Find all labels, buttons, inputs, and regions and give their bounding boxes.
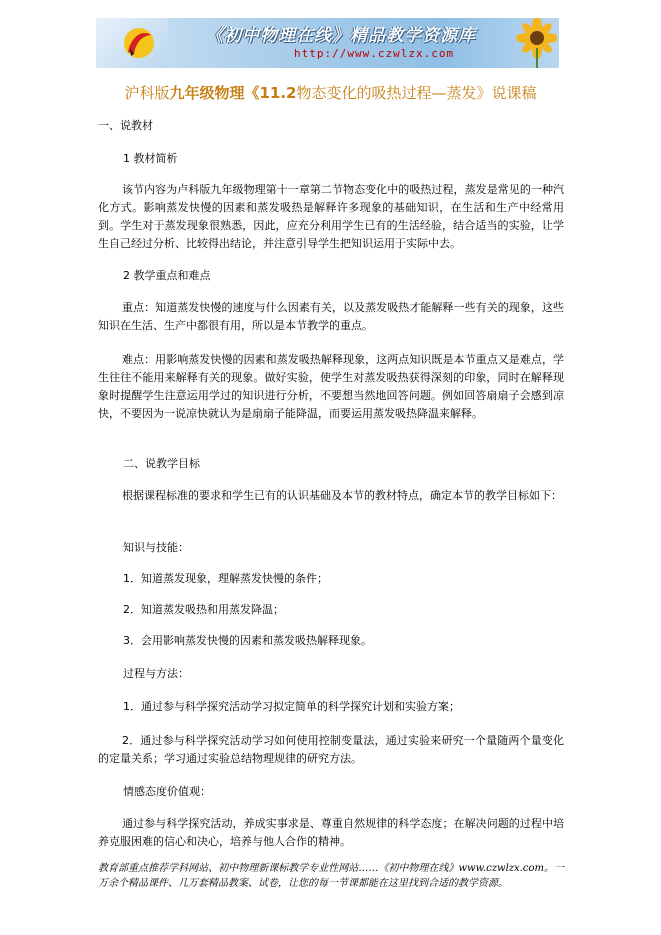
banner-url[interactable]: http://www.czwlzx.com xyxy=(294,47,455,60)
document-title xyxy=(0,82,661,103)
section-2-intro: 根据课程标准的要求和学生已有的认识基础及本节的教材特点，确定本节的教学目标如下： xyxy=(122,489,562,502)
section-2-heading: 二、说教学目标 xyxy=(123,457,200,470)
section-1-1-heading: 1 教材简析 xyxy=(123,152,178,165)
emotion-heading: 情感态度价值观： xyxy=(123,785,211,798)
footer-note: 教育部重点推荐学科网站、初中物理新课标教学专业性网站……《初中物理在线》www.czwlzx.com。一万余个精品课件、几万套精品教案、试卷，让您的每一节课都能在这里找到合适的教学资源。 xyxy=(98,863,564,889)
sunflower-icon xyxy=(497,18,557,68)
difficult-points-text: 难点：用影响蒸发快慢的因素和蒸发吸热解释现象，这两点知识既是本节重点又是难点，学生往往不能用来解释有关的现象。做好实验，使学生对蒸发吸热获得深刻的印象，同时在解释现象时提醒学生注意运用学过的知识进行分析，不要想当然地回答问题。例如回答扇扇子会感到凉快，不要因为一说凉快就认为是扇扇子能降温，而要运用蒸发吸热降温来解释。 xyxy=(98,353,564,420)
knowledge-heading: 知识与技能： xyxy=(123,541,189,554)
header-banner xyxy=(96,18,559,68)
site-logo-icon xyxy=(122,26,156,60)
section-1-heading: 一、说教材 xyxy=(98,119,153,132)
key-points-text: 重点：知道蒸发快慢的速度与什么因素有关，以及蒸发吸热才能解释一些有关的现象，这些知识在生活、生产中都很有用，所以是本节教学的重点。 xyxy=(98,301,564,332)
process-heading: 过程与方法： xyxy=(123,667,189,680)
banner-title: 《初中物理在线》精品教学资源库 xyxy=(206,26,476,46)
emotion-item-1: 通过参与科学探究活动，养成实事求是、尊重自然规律的科学态度；在解决问题的过程中培养克服困难的信心和决心，培养与他人合作的精神。 xyxy=(98,817,564,848)
knowledge-item-1: 1．知道蒸发现象，理解蒸发快慢的条件； xyxy=(123,572,328,585)
knowledge-item-3: 3．会用影响蒸发快慢的因素和蒸发吸热解释现象。 xyxy=(123,634,372,647)
title-part-2: 九年级物理《11.2 xyxy=(169,84,297,102)
process-item-1: 1．通过参与科学探究活动学习拟定简单的科学探究计划和实验方案； xyxy=(123,700,460,713)
section-1-2-heading: 2 教学重点和难点 xyxy=(123,269,211,282)
title-part-1: 沪科版 xyxy=(124,84,170,102)
section-1-1-text: 该节内容为卢科版九年级物理第十一章第二节物态变化中的吸热过程，蒸发是常见的一种汽化方式。影响蒸发快慢的因素和蒸发吸热是解释许多现象的基础知识，在生活和生产中经常用到。学生对于蒸发现象很熟悉，因此，应充分利用学生已有的生活经验，结合适当的实验，让学生自己经过分析、比较得出结论，并注意引导学生把知识运用于实际中去。 xyxy=(98,183,564,250)
title-part-3: 物态变化的吸热过程—蒸发》说课稿 xyxy=(296,84,537,102)
process-item-2: 2．通过参与科学探究活动学习如何使用控制变量法，通过实验来研究一个量随两个量变化的定量关系；学习通过实验总结物理规律的研究方法。 xyxy=(98,734,564,765)
knowledge-item-2: 2．知道蒸发吸热和用蒸发降温； xyxy=(123,603,284,616)
logo-area xyxy=(96,18,168,68)
